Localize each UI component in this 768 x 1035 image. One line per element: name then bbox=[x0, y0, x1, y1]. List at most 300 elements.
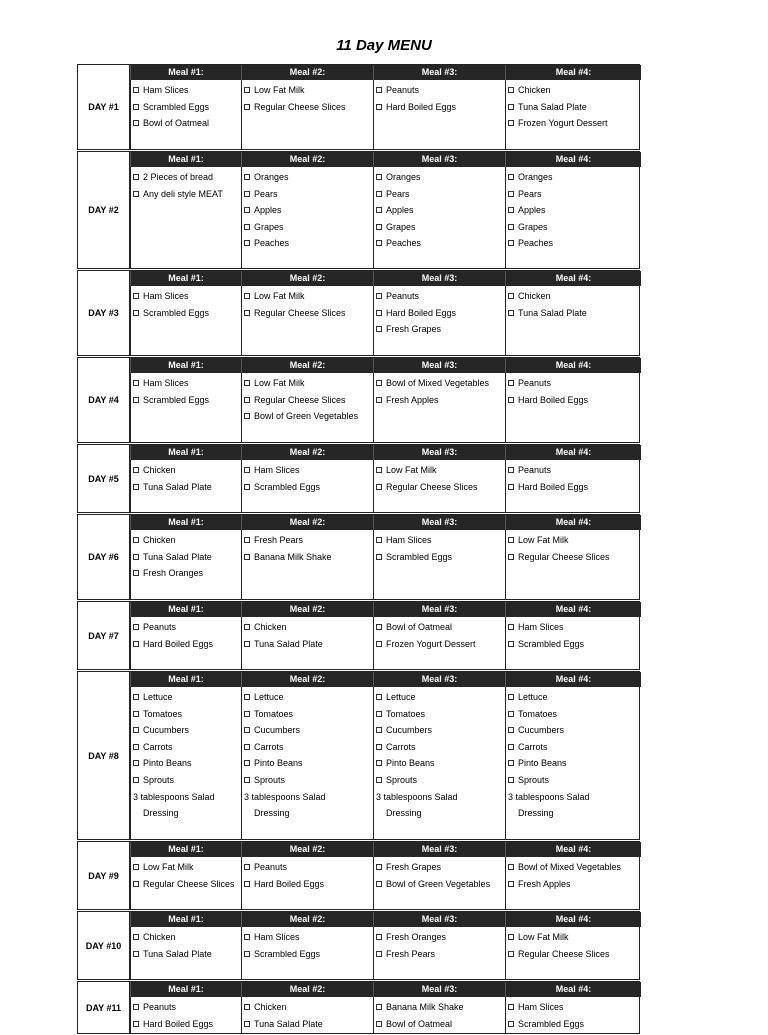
menu-item bbox=[374, 532, 505, 549]
meal-header: Meal #1: bbox=[130, 842, 241, 857]
menu-item bbox=[131, 772, 241, 789]
checkbox-icon bbox=[133, 864, 139, 870]
menu-item-label: Ham Slices bbox=[254, 465, 300, 475]
menu-item bbox=[506, 772, 641, 789]
checkbox-icon bbox=[376, 864, 382, 870]
menu-item bbox=[131, 392, 241, 409]
menu-table bbox=[77, 64, 640, 1035]
meal-cell bbox=[130, 373, 241, 442]
menu-item-label: Pears bbox=[518, 188, 542, 199]
menu-item-label: Fresh Pears bbox=[254, 535, 304, 545]
menu-item bbox=[506, 305, 641, 322]
menu-item-label: Ham Slices bbox=[254, 932, 300, 942]
meal-cell bbox=[373, 997, 505, 1033]
menu-item-label: Pears bbox=[386, 188, 410, 199]
menu-item-label: Hard Boiled Eggs bbox=[386, 307, 457, 318]
checkbox-icon bbox=[244, 537, 250, 543]
checkbox-icon bbox=[508, 207, 514, 213]
menu-item bbox=[506, 202, 641, 219]
meal-cell bbox=[241, 617, 373, 669]
menu-item bbox=[374, 99, 505, 116]
menu-item bbox=[131, 706, 241, 723]
checkbox-icon bbox=[508, 397, 514, 403]
menu-item bbox=[506, 876, 641, 893]
menu-item-label: Cucumbers bbox=[518, 725, 565, 736]
menu-item bbox=[131, 99, 241, 116]
checkbox-icon bbox=[244, 207, 250, 213]
menu-item-label: Regular Cheese Slices bbox=[254, 307, 346, 318]
day-block bbox=[77, 444, 640, 513]
menu-item-label: Peanuts bbox=[518, 465, 552, 475]
menu-item bbox=[242, 169, 373, 186]
menu-item bbox=[242, 619, 373, 636]
meal-cell bbox=[241, 460, 373, 512]
meal-header: Meal #3: bbox=[373, 602, 505, 617]
checkbox-icon bbox=[133, 380, 139, 386]
meal-header: Meal #3: bbox=[373, 445, 505, 460]
checkbox-icon bbox=[244, 104, 250, 110]
checkbox-icon bbox=[244, 293, 250, 299]
meal-cell bbox=[241, 286, 373, 355]
checkbox-icon bbox=[133, 777, 139, 783]
menu-item bbox=[374, 462, 505, 479]
menu-item-label: Carrots bbox=[386, 741, 416, 752]
menu-item bbox=[242, 706, 373, 723]
menu-item-label: Cucumbers bbox=[143, 725, 190, 736]
checkbox-icon bbox=[133, 1004, 139, 1010]
menu-item-label: Regular Cheese Slices bbox=[518, 551, 610, 562]
menu-item bbox=[242, 636, 373, 653]
meal-cell bbox=[505, 997, 641, 1033]
meal-header: Meal #1: bbox=[130, 445, 241, 460]
checkbox-icon bbox=[244, 467, 250, 473]
menu-item bbox=[242, 186, 373, 203]
meal-cell bbox=[373, 167, 505, 268]
meal-cell bbox=[505, 286, 641, 355]
menu-item bbox=[242, 772, 373, 789]
menu-item bbox=[131, 789, 241, 806]
checkbox-icon bbox=[376, 240, 382, 246]
menu-item-label: Fresh Grapes bbox=[386, 324, 442, 335]
checkbox-icon bbox=[244, 760, 250, 766]
menu-item bbox=[242, 859, 373, 876]
checkbox-icon bbox=[376, 397, 382, 403]
day-label: DAY #10 bbox=[78, 912, 130, 979]
day-label: DAY #9 bbox=[78, 842, 130, 909]
menu-item bbox=[374, 689, 505, 706]
checkbox-icon bbox=[376, 711, 382, 717]
meal-cell bbox=[241, 687, 373, 839]
checkbox-icon bbox=[376, 191, 382, 197]
menu-item-label: Peaches bbox=[254, 238, 290, 249]
meal-cell bbox=[373, 373, 505, 442]
checkbox-icon bbox=[244, 87, 250, 93]
menu-item-label: Hard Boiled Eggs bbox=[254, 878, 325, 889]
menu-item bbox=[506, 115, 641, 132]
meal-cell bbox=[505, 927, 641, 979]
menu-item bbox=[374, 479, 505, 496]
menu-item-label: Grapes bbox=[518, 221, 548, 232]
checkbox-icon bbox=[133, 120, 139, 126]
menu-item-label: 3 tablespoons Salad bbox=[508, 791, 590, 802]
checkbox-icon bbox=[244, 864, 250, 870]
menu-item bbox=[242, 876, 373, 893]
checkbox-icon bbox=[508, 240, 514, 246]
day-label: DAY #4 bbox=[78, 358, 130, 442]
meal-header: Meal #3: bbox=[373, 842, 505, 857]
checkbox-icon bbox=[133, 711, 139, 717]
meal-header: Meal #4: bbox=[505, 912, 641, 927]
menu-item bbox=[131, 288, 241, 305]
menu-item bbox=[506, 462, 641, 479]
menu-item bbox=[374, 722, 505, 739]
menu-item-label: Oranges bbox=[518, 172, 553, 182]
menu-item-label: Sprouts bbox=[254, 774, 286, 785]
checkbox-icon bbox=[508, 104, 514, 110]
day-block bbox=[77, 671, 640, 840]
menu-item-label: Chicken bbox=[254, 622, 287, 632]
checkbox-icon bbox=[508, 484, 514, 490]
meal-header: Meal #1: bbox=[130, 982, 241, 997]
menu-item-label: Scrambled Eggs bbox=[254, 481, 321, 492]
meal-header: Meal #4: bbox=[505, 152, 641, 167]
meal-cell bbox=[130, 286, 241, 355]
menu-item bbox=[374, 169, 505, 186]
menu-item-label: Fresh Apples bbox=[518, 878, 571, 889]
meal-cell bbox=[130, 997, 241, 1033]
menu-item-label: Any deli style MEAT bbox=[143, 188, 223, 199]
menu-item bbox=[131, 859, 241, 876]
checkbox-icon bbox=[376, 934, 382, 940]
menu-item-label: Hard Boiled Eggs bbox=[518, 394, 589, 405]
menu-item bbox=[131, 305, 241, 322]
menu-item-label: Tomatoes bbox=[143, 708, 183, 719]
checkbox-icon bbox=[133, 191, 139, 197]
menu-item bbox=[374, 859, 505, 876]
checkbox-icon bbox=[244, 240, 250, 246]
checkbox-icon bbox=[376, 777, 382, 783]
menu-item bbox=[374, 202, 505, 219]
menu-item-label: Apples bbox=[518, 205, 546, 216]
meal-header: Meal #3: bbox=[373, 912, 505, 927]
menu-item bbox=[374, 288, 505, 305]
menu-item-label: Regular Cheese Slices bbox=[254, 101, 346, 112]
menu-item-label: Regular Cheese Slices bbox=[254, 394, 346, 405]
day-block bbox=[77, 270, 640, 356]
menu-item-label: Bowl of Mixed Vegetables bbox=[518, 862, 622, 872]
menu-item-label: Lettuce bbox=[386, 692, 416, 702]
meal-header: Meal #4: bbox=[505, 672, 641, 687]
checkbox-icon bbox=[376, 1004, 382, 1010]
meal-cell bbox=[505, 460, 641, 512]
checkbox-icon bbox=[244, 310, 250, 316]
menu-item-label: Lettuce bbox=[143, 692, 173, 702]
menu-item bbox=[131, 115, 241, 132]
meal-cell bbox=[373, 927, 505, 979]
checkbox-icon bbox=[244, 1004, 250, 1010]
checkbox-icon bbox=[508, 174, 514, 180]
menu-item bbox=[374, 739, 505, 756]
menu-item-label: Carrots bbox=[254, 741, 284, 752]
menu-item bbox=[131, 186, 241, 203]
menu-item-label: Tuna Salad Plate bbox=[518, 101, 587, 112]
meal-cell bbox=[130, 617, 241, 669]
page-title: 11 Day MENU bbox=[336, 37, 432, 54]
menu-item bbox=[506, 619, 641, 636]
meal-cell bbox=[505, 617, 641, 669]
menu-item bbox=[242, 375, 373, 392]
checkbox-icon bbox=[508, 744, 514, 750]
menu-item-label: Peaches bbox=[386, 238, 422, 249]
menu-item-label: Ham Slices bbox=[518, 1002, 564, 1012]
menu-item bbox=[242, 392, 373, 409]
checkbox-icon bbox=[508, 87, 514, 93]
checkbox-icon bbox=[244, 934, 250, 940]
checkbox-icon bbox=[133, 397, 139, 403]
meal-header: Meal #1: bbox=[130, 152, 241, 167]
menu-item bbox=[131, 636, 241, 653]
meal-header: Meal #4: bbox=[505, 515, 641, 530]
checkbox-icon bbox=[376, 727, 382, 733]
meal-cell bbox=[130, 857, 241, 909]
menu-item bbox=[242, 82, 373, 99]
menu-item bbox=[506, 99, 641, 116]
checkbox-icon bbox=[133, 641, 139, 647]
menu-item bbox=[506, 375, 641, 392]
menu-item-label: Oranges bbox=[386, 172, 421, 182]
checkbox-icon bbox=[508, 537, 514, 543]
menu-item bbox=[374, 772, 505, 789]
menu-item-label: Chicken bbox=[143, 932, 176, 942]
menu-item bbox=[506, 805, 641, 822]
meal-cell bbox=[373, 857, 505, 909]
checkbox-icon bbox=[376, 624, 382, 630]
checkbox-icon bbox=[508, 864, 514, 870]
checkbox-icon bbox=[508, 224, 514, 230]
menu-item bbox=[374, 636, 505, 653]
menu-item-label: Tuna Salad Plate bbox=[143, 481, 212, 492]
menu-item bbox=[131, 722, 241, 739]
menu-item-label: Hard Boiled Eggs bbox=[143, 1018, 214, 1029]
checkbox-icon bbox=[508, 191, 514, 197]
meal-header: Meal #2: bbox=[241, 445, 373, 460]
checkbox-icon bbox=[508, 554, 514, 560]
menu-item bbox=[506, 999, 641, 1016]
menu-item bbox=[506, 859, 641, 876]
checkbox-icon bbox=[244, 727, 250, 733]
checkbox-icon bbox=[133, 881, 139, 887]
meal-header: Meal #4: bbox=[505, 271, 641, 286]
menu-item-label: Peanuts bbox=[143, 1002, 177, 1012]
day-label: DAY #7 bbox=[78, 602, 130, 669]
meal-header: Meal #1: bbox=[130, 515, 241, 530]
day-block bbox=[77, 357, 640, 443]
menu-item bbox=[242, 929, 373, 946]
meal-header: Meal #4: bbox=[505, 842, 641, 857]
meal-cell bbox=[130, 80, 241, 149]
menu-item bbox=[374, 706, 505, 723]
menu-item bbox=[506, 392, 641, 409]
menu-item-label: Dressing bbox=[254, 808, 290, 819]
checkbox-icon bbox=[133, 694, 139, 700]
menu-item bbox=[242, 532, 373, 549]
menu-item bbox=[374, 305, 505, 322]
meal-header: Meal #2: bbox=[241, 602, 373, 617]
day-label: DAY #11 bbox=[78, 982, 130, 1033]
checkbox-icon bbox=[244, 641, 250, 647]
checkbox-icon bbox=[244, 397, 250, 403]
checkbox-icon bbox=[133, 293, 139, 299]
menu-item bbox=[506, 549, 641, 566]
checkbox-icon bbox=[376, 537, 382, 543]
menu-item bbox=[506, 706, 641, 723]
menu-item-label: Lettuce bbox=[518, 692, 548, 702]
checkbox-icon bbox=[508, 380, 514, 386]
meal-cell bbox=[130, 167, 241, 268]
checkbox-icon bbox=[508, 310, 514, 316]
meal-header: Meal #2: bbox=[241, 842, 373, 857]
meal-header: Meal #1: bbox=[130, 358, 241, 373]
meal-header: Meal #3: bbox=[373, 65, 505, 80]
meal-cell bbox=[130, 460, 241, 512]
menu-item-label: Oranges bbox=[254, 172, 289, 182]
day-block bbox=[77, 514, 640, 600]
meal-header: Meal #3: bbox=[373, 982, 505, 997]
menu-item bbox=[131, 479, 241, 496]
checkbox-icon bbox=[376, 744, 382, 750]
menu-item bbox=[131, 876, 241, 893]
checkbox-icon bbox=[508, 934, 514, 940]
checkbox-icon bbox=[376, 87, 382, 93]
menu-item-label: Regular Cheese Slices bbox=[386, 481, 478, 492]
menu-item-label: Tuna Salad Plate bbox=[518, 307, 587, 318]
menu-item bbox=[242, 288, 373, 305]
checkbox-icon bbox=[508, 727, 514, 733]
checkbox-icon bbox=[376, 174, 382, 180]
meal-header: Meal #1: bbox=[130, 912, 241, 927]
menu-item-label: Banana Milk Shake bbox=[386, 1002, 464, 1012]
menu-item bbox=[506, 479, 641, 496]
menu-item bbox=[242, 999, 373, 1016]
checkbox-icon bbox=[133, 570, 139, 576]
meal-cell bbox=[373, 530, 505, 599]
menu-item-label: Sprouts bbox=[386, 774, 418, 785]
menu-item bbox=[131, 82, 241, 99]
meal-cell bbox=[241, 80, 373, 149]
menu-item bbox=[374, 755, 505, 772]
checkbox-icon bbox=[376, 554, 382, 560]
menu-item-label: Peanuts bbox=[143, 622, 177, 632]
checkbox-icon bbox=[244, 191, 250, 197]
checkbox-icon bbox=[508, 694, 514, 700]
meal-cell bbox=[130, 687, 241, 839]
menu-item-label: Ham Slices bbox=[143, 85, 189, 95]
menu-item bbox=[374, 375, 505, 392]
menu-item bbox=[374, 789, 505, 806]
menu-item bbox=[131, 739, 241, 756]
meal-header: Meal #1: bbox=[130, 602, 241, 617]
meal-header: Meal #3: bbox=[373, 515, 505, 530]
checkbox-icon bbox=[508, 624, 514, 630]
meal-cell bbox=[505, 530, 641, 599]
menu-item-label: Hard Boiled Eggs bbox=[386, 101, 457, 112]
menu-item-label: 3 tablespoons Salad bbox=[133, 791, 215, 802]
checkbox-icon bbox=[244, 554, 250, 560]
checkbox-icon bbox=[133, 87, 139, 93]
menu-item bbox=[374, 946, 505, 963]
checkbox-icon bbox=[244, 174, 250, 180]
day-label: DAY #6 bbox=[78, 515, 130, 599]
checkbox-icon bbox=[508, 293, 514, 299]
menu-item-label: Pinto Beans bbox=[518, 758, 567, 769]
menu-item-label: Peanuts bbox=[386, 291, 420, 301]
checkbox-icon bbox=[376, 293, 382, 299]
menu-item-label: Bowl of Green Vegetables bbox=[386, 878, 491, 889]
menu-item bbox=[374, 392, 505, 409]
menu-item-label: Banana Milk Shake bbox=[254, 551, 332, 562]
checkbox-icon bbox=[508, 641, 514, 647]
menu-item bbox=[242, 689, 373, 706]
meal-cell bbox=[241, 530, 373, 599]
menu-item bbox=[506, 722, 641, 739]
checkbox-icon bbox=[244, 951, 250, 957]
checkbox-icon bbox=[376, 224, 382, 230]
menu-item bbox=[131, 929, 241, 946]
menu-item bbox=[374, 619, 505, 636]
menu-item-label: Low Fat Milk bbox=[518, 535, 569, 545]
checkbox-icon bbox=[133, 467, 139, 473]
meal-cell bbox=[373, 80, 505, 149]
menu-item-label: Peaches bbox=[518, 238, 554, 249]
checkbox-icon bbox=[244, 881, 250, 887]
meal-header: Meal #2: bbox=[241, 672, 373, 687]
day-label: DAY #5 bbox=[78, 445, 130, 512]
menu-item bbox=[242, 219, 373, 236]
menu-item-label: Low Fat Milk bbox=[254, 85, 305, 95]
menu-item-label: Peanuts bbox=[386, 85, 420, 95]
menu-item-label: 2 Pieces of bread bbox=[143, 172, 214, 182]
menu-item-label: Chicken bbox=[518, 85, 551, 95]
menu-item-label: Tuna Salad Plate bbox=[143, 551, 212, 562]
menu-item bbox=[131, 805, 241, 822]
menu-item-label: Sprouts bbox=[518, 774, 550, 785]
meal-header: Meal #1: bbox=[130, 65, 241, 80]
meal-header: Meal #4: bbox=[505, 982, 641, 997]
meal-cell bbox=[241, 927, 373, 979]
menu-item bbox=[131, 619, 241, 636]
meal-cell bbox=[373, 617, 505, 669]
menu-item bbox=[131, 946, 241, 963]
menu-item bbox=[506, 929, 641, 946]
menu-item-label: Fresh Grapes bbox=[386, 862, 442, 872]
meal-cell bbox=[241, 857, 373, 909]
menu-item-label: Sprouts bbox=[143, 774, 175, 785]
menu-item-label: Carrots bbox=[518, 741, 548, 752]
meal-header: Meal #3: bbox=[373, 152, 505, 167]
meal-header: Meal #4: bbox=[505, 602, 641, 617]
menu-item bbox=[131, 565, 241, 582]
menu-item-label: Tomatoes bbox=[386, 708, 426, 719]
checkbox-icon bbox=[376, 951, 382, 957]
menu-item-label: Regular Cheese Slices bbox=[143, 878, 235, 889]
day-label: DAY #3 bbox=[78, 271, 130, 355]
menu-item-label: Dressing bbox=[518, 808, 554, 819]
menu-item-label: Bowl of Mixed Vegetables bbox=[386, 378, 490, 388]
menu-item-label: Tuna Salad Plate bbox=[254, 638, 323, 649]
menu-item bbox=[242, 549, 373, 566]
meal-cell bbox=[505, 167, 641, 268]
menu-item-label: Low Fat Milk bbox=[386, 465, 437, 475]
